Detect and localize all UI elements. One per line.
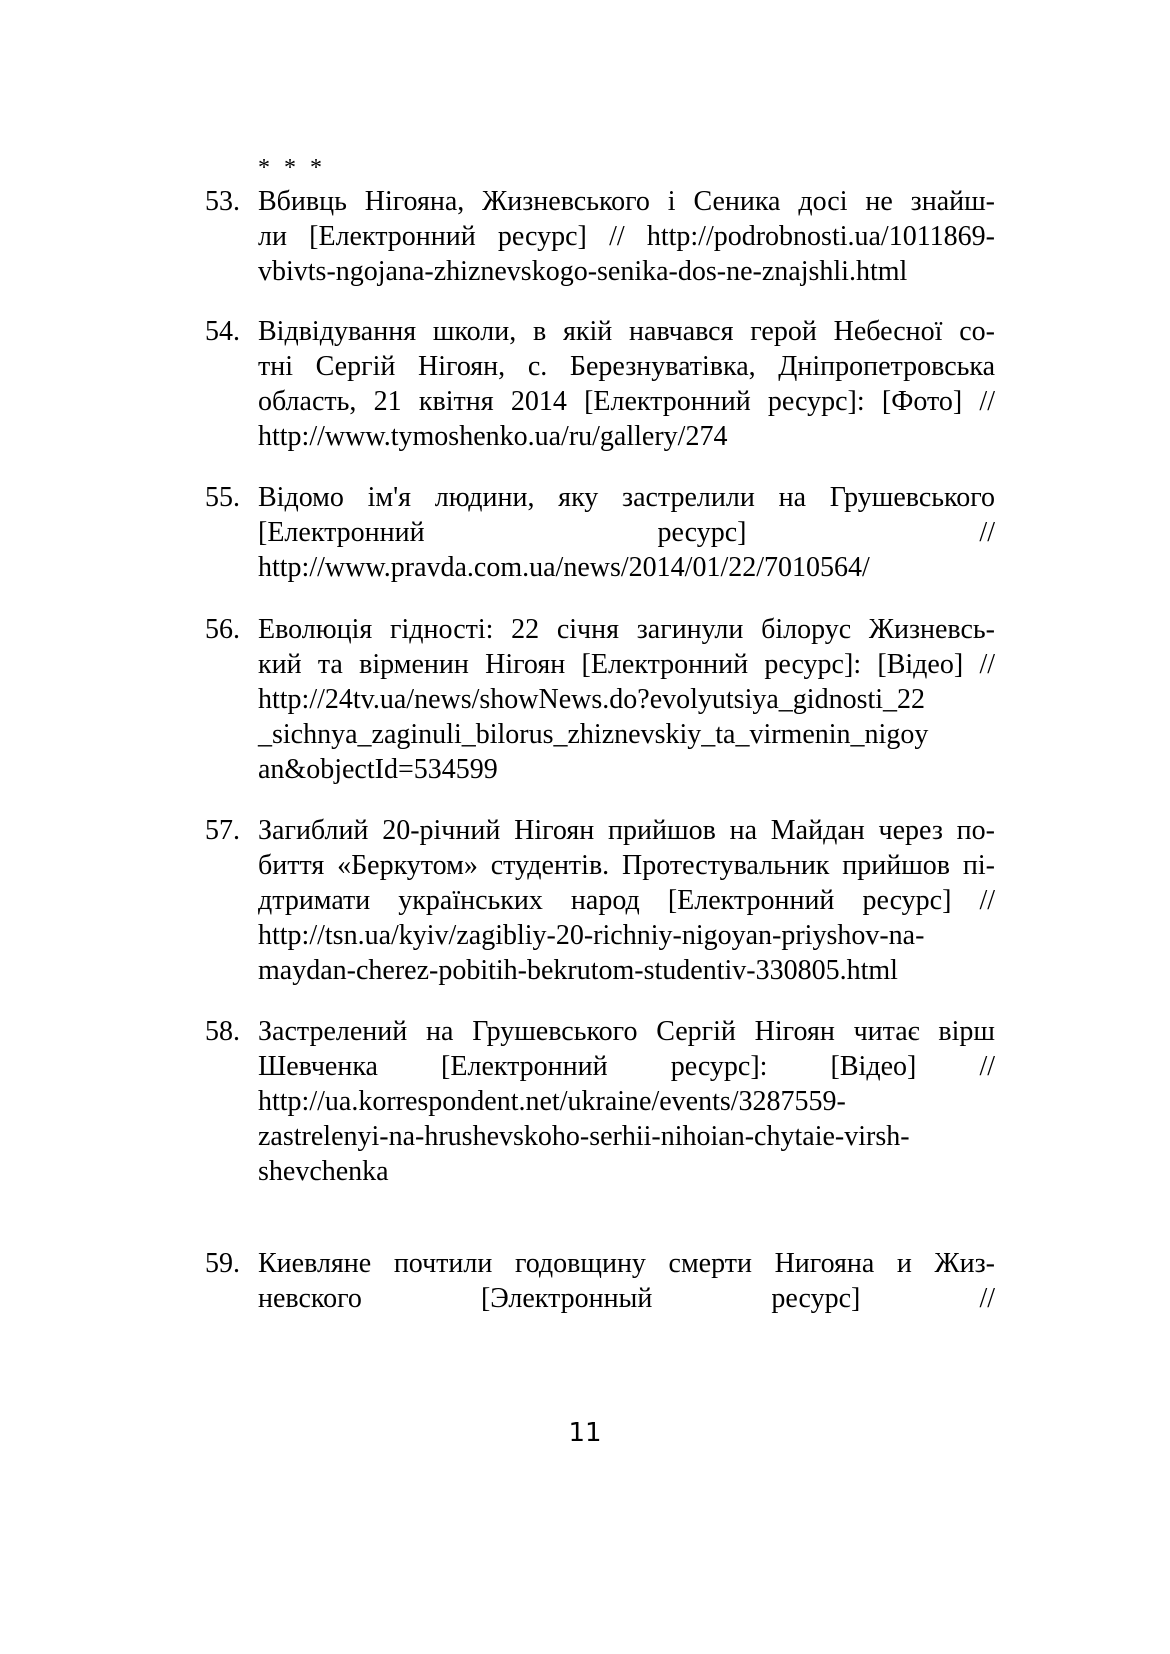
entry-number: 55. <box>205 482 240 513</box>
entry-line: Шевченка [Електронний ресурс]: [Відео] // <box>258 1051 995 1082</box>
entry-line: кий та вірменин Нігоян [Електронний ресурс]: [Відео] // <box>258 649 995 680</box>
reference-entry-53 <box>205 184 995 289</box>
entry-text <box>258 480 995 585</box>
entry-line: shevchenka <box>258 1156 389 1187</box>
entry-number: 54. <box>205 316 240 347</box>
entry-line: область, 21 квітня 2014 [Електронний ресурс]: [Фото] // <box>258 386 995 417</box>
reference-entry-57 <box>205 813 995 988</box>
reference-entry-55 <box>205 480 995 585</box>
entry-text <box>258 1246 995 1316</box>
entry-line: vbivts-ngojana-zhiznevskogo-senika-dos-ne-znajshli.html <box>258 256 908 287</box>
entry-line: Еволюція гідності: 22 січня загинули білорус Жизневсь- <box>258 614 995 645</box>
reference-entry-56 <box>205 612 995 787</box>
entry-text <box>258 314 995 454</box>
entry-line: Відомо ім'я людини, яку застрелили на Грушевського <box>258 482 995 513</box>
entry-line: Загиблий 20-річний Нігоян прийшов на Майдан через по- <box>258 815 995 846</box>
entry-text <box>258 813 995 988</box>
entry-line: http://24tv.ua/news/showNews.do?evolyutsiya_gidnosti_22 <box>258 684 926 715</box>
entry-line: http://www.pravda.com.ua/news/2014/01/22/7010564/ <box>258 552 870 583</box>
entry-text <box>258 1014 995 1189</box>
reference-entry-54 <box>205 314 995 454</box>
entry-line: zastrelenyi-na-hrushevskoho-serhii-nihoian-chytaie-virsh- <box>258 1121 910 1152</box>
section-separator: * * * <box>258 155 326 181</box>
entry-number: 59. <box>205 1248 240 1279</box>
page-number: 11 <box>568 1418 602 1448</box>
entry-line: Відвідування школи, в якій навчався герой Небесної со- <box>258 316 995 347</box>
entry-line: an&objectId=534599 <box>258 754 498 785</box>
entry-number: 53. <box>205 186 240 217</box>
entry-line: maydan-cherez-pobitih-bekrutom-studentiv-330805.html <box>258 955 898 986</box>
entry-line: [Електронний ресурс] // <box>258 517 995 548</box>
entry-line: _sichnya_zaginuli_bilorus_zhiznevskiy_ta_virmenin_nigoy <box>258 719 929 750</box>
entry-line: http://ua.korrespondent.net/ukraine/events/3287559- <box>258 1086 846 1117</box>
entry-line: ли [Електронний ресурс] // http://podrobnosti.ua/1011869- <box>258 221 995 252</box>
entry-line: невского [Электронный ресурс] // <box>258 1283 995 1314</box>
entry-number: 56. <box>205 614 240 645</box>
entry-line: биття «Беркутом» студентів. Протестувальник прийшов пі- <box>258 850 995 881</box>
entry-line: Киевляне почтили годовщину смерти Нигояна и Жиз- <box>258 1248 995 1279</box>
entry-line: Застрелений на Грушевського Сергій Нігоян читає вірш <box>258 1016 995 1047</box>
entry-line: Вбивць Нігояна, Жизневського і Сеника досі не знайш- <box>258 186 995 217</box>
entry-line: тні Сергій Нігоян, с. Березнуватівка, Дніпропетровська <box>258 351 995 382</box>
entry-number: 58. <box>205 1016 240 1047</box>
entry-text <box>258 612 995 787</box>
entry-line: http://tsn.ua/kyiv/zagibliy-20-richniy-nigoyan-priyshov-na- <box>258 920 925 951</box>
entry-text <box>258 184 995 289</box>
entry-line: http://www.tymoshenko.ua/ru/gallery/274 <box>258 421 728 452</box>
reference-entry-58 <box>205 1014 995 1189</box>
reference-entry-59 <box>205 1246 995 1316</box>
entry-number: 57. <box>205 815 240 846</box>
entry-line: дтримати українських народ [Електронний ресурс] // <box>258 885 995 916</box>
